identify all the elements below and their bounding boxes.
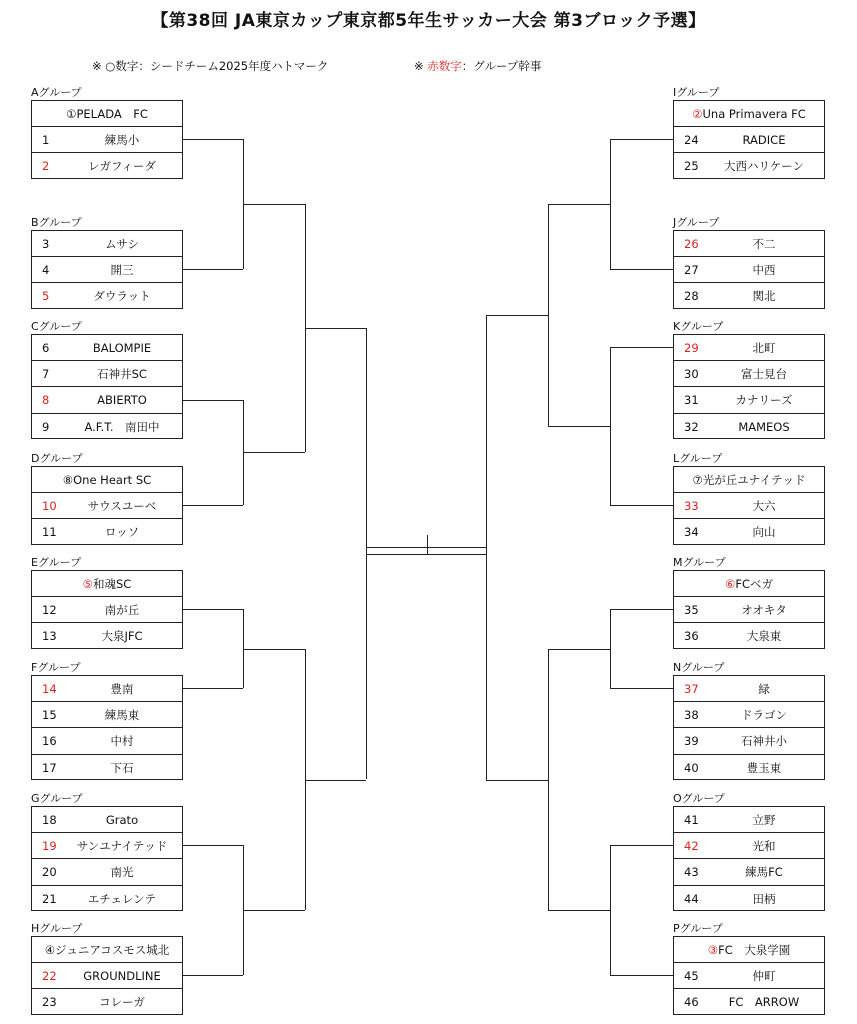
bracket-line bbox=[548, 649, 549, 911]
team-name: ロッソ bbox=[104, 525, 140, 540]
group-table bbox=[673, 466, 825, 545]
team-row bbox=[674, 519, 824, 545]
team-name: 石神井SC bbox=[97, 366, 147, 381]
team-name: ABIERTO bbox=[97, 392, 147, 407]
group-label: Mグループ bbox=[673, 556, 726, 569]
seed-number: ④ bbox=[44, 942, 56, 957]
team-name: 仲町 bbox=[752, 968, 776, 983]
team-name: Grato bbox=[105, 812, 139, 827]
group-label: Gグループ bbox=[31, 792, 83, 805]
team-row bbox=[674, 387, 824, 413]
group-table bbox=[31, 675, 183, 780]
seed-team-label: PELADA FC bbox=[76, 106, 148, 121]
team-row bbox=[32, 702, 182, 728]
team-name: カナリーズ bbox=[735, 392, 793, 407]
team-number: 32 bbox=[684, 419, 699, 434]
team-row bbox=[32, 153, 182, 179]
bracket-line bbox=[610, 975, 673, 976]
seed-team-row bbox=[32, 101, 182, 127]
seed-team-label: 和魂SC bbox=[92, 576, 132, 591]
team-number: 43 bbox=[684, 864, 699, 879]
team-name: FC ARROW bbox=[728, 995, 800, 1010]
team-row bbox=[674, 623, 824, 649]
team-name: 不二 bbox=[752, 236, 776, 251]
team-row bbox=[674, 963, 824, 989]
seed-team-label: Una Primavera FC bbox=[702, 106, 806, 121]
bracket-line bbox=[183, 505, 243, 506]
seed-team-name bbox=[674, 576, 824, 592]
seed-team-row bbox=[674, 467, 824, 493]
bracket-line bbox=[610, 347, 611, 505]
team-number: 8 bbox=[42, 392, 50, 407]
team-row bbox=[32, 361, 182, 387]
team-number: 24 bbox=[684, 132, 699, 147]
team-number: 31 bbox=[684, 392, 699, 407]
team-name: ダウラット bbox=[93, 289, 151, 304]
team-row bbox=[674, 728, 824, 754]
team-number: 41 bbox=[684, 812, 699, 827]
bracket-line bbox=[243, 204, 305, 205]
group-label: Oグループ bbox=[673, 792, 725, 805]
team-row bbox=[674, 597, 824, 623]
team-number: 29 bbox=[684, 340, 699, 355]
team-name: 田柄 bbox=[752, 891, 776, 906]
bracket-line bbox=[610, 845, 673, 846]
seed-team-name bbox=[674, 107, 824, 121]
team-number: 38 bbox=[684, 707, 699, 722]
team-name: 向山 bbox=[752, 525, 776, 540]
team-name: 豊南 bbox=[110, 681, 134, 696]
team-row bbox=[32, 493, 182, 519]
team-number: 40 bbox=[684, 760, 699, 775]
bracket-line bbox=[548, 910, 610, 911]
team-number: 36 bbox=[684, 629, 699, 644]
team-number: 7 bbox=[42, 366, 50, 381]
group-table bbox=[31, 806, 183, 911]
bracket-line bbox=[610, 505, 673, 506]
red-note-text: ：グループ幹事 bbox=[461, 59, 542, 73]
team-row bbox=[32, 755, 182, 781]
team-number: 35 bbox=[684, 602, 699, 617]
team-row bbox=[32, 257, 182, 283]
group-label: Fグループ bbox=[31, 661, 81, 674]
team-name: 北町 bbox=[752, 340, 776, 355]
team-number: 1 bbox=[42, 132, 50, 147]
team-row bbox=[32, 886, 182, 912]
group-label: Kグループ bbox=[673, 320, 724, 333]
team-row bbox=[32, 519, 182, 545]
group-table bbox=[31, 100, 183, 179]
team-name: 開三 bbox=[110, 262, 134, 277]
team-row bbox=[674, 676, 824, 702]
seed-team-name bbox=[32, 576, 182, 592]
seed-team-name bbox=[32, 106, 182, 122]
team-number: 21 bbox=[42, 891, 57, 906]
team-name: 中西 bbox=[752, 262, 776, 277]
seed-team-name bbox=[674, 942, 824, 958]
team-row bbox=[674, 493, 824, 519]
team-row bbox=[32, 335, 182, 361]
team-name: エチェレンテ bbox=[87, 891, 157, 906]
bracket-line bbox=[305, 328, 366, 329]
team-row bbox=[32, 387, 182, 413]
team-row bbox=[674, 231, 824, 257]
seed-team-row bbox=[32, 937, 182, 963]
team-name: 南光 bbox=[110, 864, 134, 879]
team-name: 下石 bbox=[110, 760, 134, 775]
team-number: 27 bbox=[684, 262, 699, 277]
team-row bbox=[674, 335, 824, 361]
group-label: Nグループ bbox=[673, 661, 725, 674]
team-row bbox=[32, 231, 182, 257]
group-table bbox=[673, 570, 825, 649]
team-name: レガフィーダ bbox=[87, 159, 157, 174]
seed-number: ⑤ bbox=[82, 576, 93, 591]
bracket-line bbox=[548, 204, 610, 205]
seed-team-row bbox=[32, 467, 182, 493]
seed-team-label: ジュニアコスモス城北 bbox=[55, 942, 170, 957]
bracket-line bbox=[183, 845, 243, 846]
team-row bbox=[674, 989, 824, 1015]
team-number: 37 bbox=[684, 681, 699, 696]
team-number: 33 bbox=[684, 498, 699, 513]
team-number: 45 bbox=[684, 968, 699, 983]
team-name: 大泉JFC bbox=[101, 629, 143, 644]
team-row bbox=[32, 597, 182, 623]
bracket-line bbox=[486, 315, 487, 779]
seed-number: ② bbox=[692, 106, 703, 121]
team-name: GROUNDLINE bbox=[83, 968, 161, 983]
group-table bbox=[31, 334, 183, 439]
team-row bbox=[674, 153, 824, 179]
bracket-line bbox=[427, 535, 428, 547]
team-row bbox=[674, 127, 824, 153]
team-number: 12 bbox=[42, 602, 57, 617]
team-number: 5 bbox=[42, 289, 50, 304]
group-label: Eグループ bbox=[31, 556, 82, 569]
group-table bbox=[673, 936, 825, 1015]
seed-team-label: FC 大泉学園 bbox=[718, 942, 791, 957]
team-number: 16 bbox=[42, 733, 57, 748]
team-name: コレーガ bbox=[99, 995, 145, 1010]
team-row bbox=[32, 414, 182, 440]
bracket-line bbox=[610, 139, 611, 269]
bracket-line bbox=[548, 426, 610, 427]
seed-team-label: 光が丘ユナイテッド bbox=[702, 472, 806, 487]
team-name: 立野 bbox=[752, 812, 776, 827]
team-number: 14 bbox=[42, 681, 57, 696]
team-name: ドラゴン bbox=[741, 707, 787, 722]
team-name: RADICE bbox=[742, 132, 786, 147]
team-row bbox=[674, 859, 824, 885]
group-table bbox=[31, 466, 183, 545]
group-table bbox=[673, 100, 825, 179]
team-name: 大六 bbox=[752, 498, 776, 513]
bracket-line bbox=[183, 609, 243, 610]
seed-team-row bbox=[32, 571, 182, 597]
team-name: BALOMPIE bbox=[92, 340, 152, 355]
seed-team-label: One Heart SC bbox=[73, 472, 152, 487]
team-name: ムサシ bbox=[104, 236, 140, 251]
team-row bbox=[674, 361, 824, 387]
group-table bbox=[673, 230, 825, 309]
team-row bbox=[32, 283, 182, 309]
group-table bbox=[673, 334, 825, 439]
team-name: 石神井小 bbox=[741, 733, 787, 748]
team-number: 26 bbox=[684, 236, 699, 251]
team-row bbox=[674, 414, 824, 440]
team-row bbox=[674, 886, 824, 912]
team-name: 関北 bbox=[752, 289, 776, 304]
team-number: 3 bbox=[42, 236, 50, 251]
group-label: Hグループ bbox=[31, 922, 83, 935]
seed-team-row bbox=[674, 571, 824, 597]
team-row bbox=[32, 859, 182, 885]
seed-number: ⑦ bbox=[692, 472, 703, 487]
team-number: 20 bbox=[42, 864, 57, 879]
group-label: Iグループ bbox=[673, 86, 720, 99]
team-number: 19 bbox=[42, 838, 57, 853]
team-number: 9 bbox=[42, 419, 50, 434]
group-label: Aグループ bbox=[31, 86, 82, 99]
team-name: サンユナイテッド bbox=[76, 838, 168, 853]
bracket-line bbox=[610, 845, 611, 975]
team-number: 2 bbox=[42, 159, 50, 174]
team-name: 中村 bbox=[110, 733, 134, 748]
bracket-line bbox=[243, 649, 305, 650]
team-number: 13 bbox=[42, 629, 57, 644]
seed-number: ③ bbox=[707, 942, 719, 957]
red-note bbox=[414, 58, 541, 74]
seed-note bbox=[92, 58, 328, 74]
team-number: 10 bbox=[42, 498, 57, 513]
seed-team-name bbox=[674, 472, 824, 488]
team-number: 22 bbox=[42, 968, 57, 983]
group-label: Pグループ bbox=[673, 922, 723, 935]
team-name: 練馬FC bbox=[745, 864, 783, 879]
bracket-line bbox=[610, 269, 673, 270]
team-number: 11 bbox=[42, 525, 57, 540]
bracket-line bbox=[486, 780, 548, 781]
group-label: Jグループ bbox=[673, 216, 720, 229]
group-label: Bグループ bbox=[31, 216, 82, 229]
bracket-line bbox=[183, 269, 243, 270]
team-name: 練馬小 bbox=[104, 132, 140, 147]
bracket-line bbox=[366, 547, 486, 548]
team-number: 4 bbox=[42, 262, 50, 277]
bracket-line bbox=[183, 688, 243, 689]
seed-team-name bbox=[32, 942, 182, 958]
bracket-line bbox=[183, 139, 243, 140]
bracket-line bbox=[548, 204, 549, 426]
team-name: 大西ハリケーン bbox=[723, 159, 805, 174]
bracket-line bbox=[610, 609, 673, 610]
team-name: オオキタ bbox=[741, 602, 787, 617]
team-row bbox=[32, 676, 182, 702]
bracket-line bbox=[610, 609, 611, 688]
team-name: MAMEOS bbox=[738, 419, 790, 434]
team-row bbox=[32, 807, 182, 833]
bracket-line bbox=[486, 315, 548, 316]
team-number: 42 bbox=[684, 838, 699, 853]
group-table bbox=[31, 230, 183, 309]
group-label: Cグループ bbox=[31, 320, 82, 333]
team-number: 18 bbox=[42, 812, 57, 827]
bracket-line bbox=[610, 688, 673, 689]
red-note-mark: ※ bbox=[414, 59, 424, 73]
group-label: Lグループ bbox=[673, 452, 723, 465]
team-row bbox=[32, 127, 182, 153]
team-row bbox=[32, 833, 182, 859]
team-name: 緑 bbox=[758, 681, 770, 696]
team-name: 練馬東 bbox=[104, 707, 140, 722]
bracket-line bbox=[305, 780, 366, 781]
bracket-line bbox=[243, 452, 305, 453]
team-number: 17 bbox=[42, 760, 57, 775]
bracket-line bbox=[366, 554, 486, 555]
team-row bbox=[674, 833, 824, 859]
team-number: 46 bbox=[684, 995, 699, 1010]
seed-number: ⑧ bbox=[62, 472, 74, 487]
bracket-line bbox=[548, 649, 610, 650]
group-table bbox=[31, 936, 183, 1015]
team-row bbox=[674, 257, 824, 283]
team-number: 15 bbox=[42, 707, 57, 722]
seed-note-text: ○数字：シードチーム2025年度ハトマーク bbox=[105, 59, 329, 73]
team-number: 23 bbox=[42, 995, 57, 1010]
team-name: A.F.T. 南田中 bbox=[84, 419, 160, 434]
team-number: 44 bbox=[684, 891, 699, 906]
seed-note-mark: ※ bbox=[92, 59, 102, 73]
group-label: Dグループ bbox=[31, 452, 83, 465]
team-row bbox=[32, 623, 182, 649]
team-name: 光和 bbox=[752, 838, 776, 853]
team-row bbox=[674, 755, 824, 781]
team-row bbox=[674, 807, 824, 833]
team-name: 豊玉東 bbox=[746, 760, 782, 775]
team-name: 富士見台 bbox=[741, 366, 787, 381]
seed-team-row bbox=[674, 101, 824, 127]
team-row bbox=[32, 989, 182, 1015]
team-number: 25 bbox=[684, 159, 699, 174]
red-note-word: 赤数字 bbox=[427, 59, 462, 73]
team-row bbox=[674, 283, 824, 309]
team-number: 34 bbox=[684, 525, 699, 540]
seed-team-row bbox=[674, 937, 824, 963]
seed-team-name bbox=[32, 473, 182, 487]
team-row bbox=[32, 728, 182, 754]
team-name: サウスユーベ bbox=[87, 498, 157, 513]
bracket-line bbox=[610, 139, 673, 140]
team-number: 39 bbox=[684, 733, 699, 748]
seed-team-label: FCベガ bbox=[735, 576, 773, 591]
team-number: 28 bbox=[684, 289, 699, 304]
team-row bbox=[674, 702, 824, 728]
team-number: 30 bbox=[684, 366, 699, 381]
bracket-line bbox=[610, 347, 673, 348]
group-table bbox=[31, 570, 183, 649]
team-number: 6 bbox=[42, 340, 50, 355]
seed-number: ① bbox=[66, 106, 77, 121]
bracket-line bbox=[183, 975, 243, 976]
group-table bbox=[673, 806, 825, 911]
page-title: 【第38回 JA東京カップ東京都5年生サッカー大会 第3ブロック予選】 bbox=[151, 11, 706, 31]
group-table bbox=[673, 675, 825, 780]
team-name: 大泉東 bbox=[746, 629, 782, 644]
team-name: 南が丘 bbox=[104, 602, 140, 617]
seed-number: ⑥ bbox=[725, 576, 736, 591]
bracket-line bbox=[243, 910, 305, 911]
bracket-line bbox=[183, 400, 243, 401]
team-row bbox=[32, 963, 182, 989]
